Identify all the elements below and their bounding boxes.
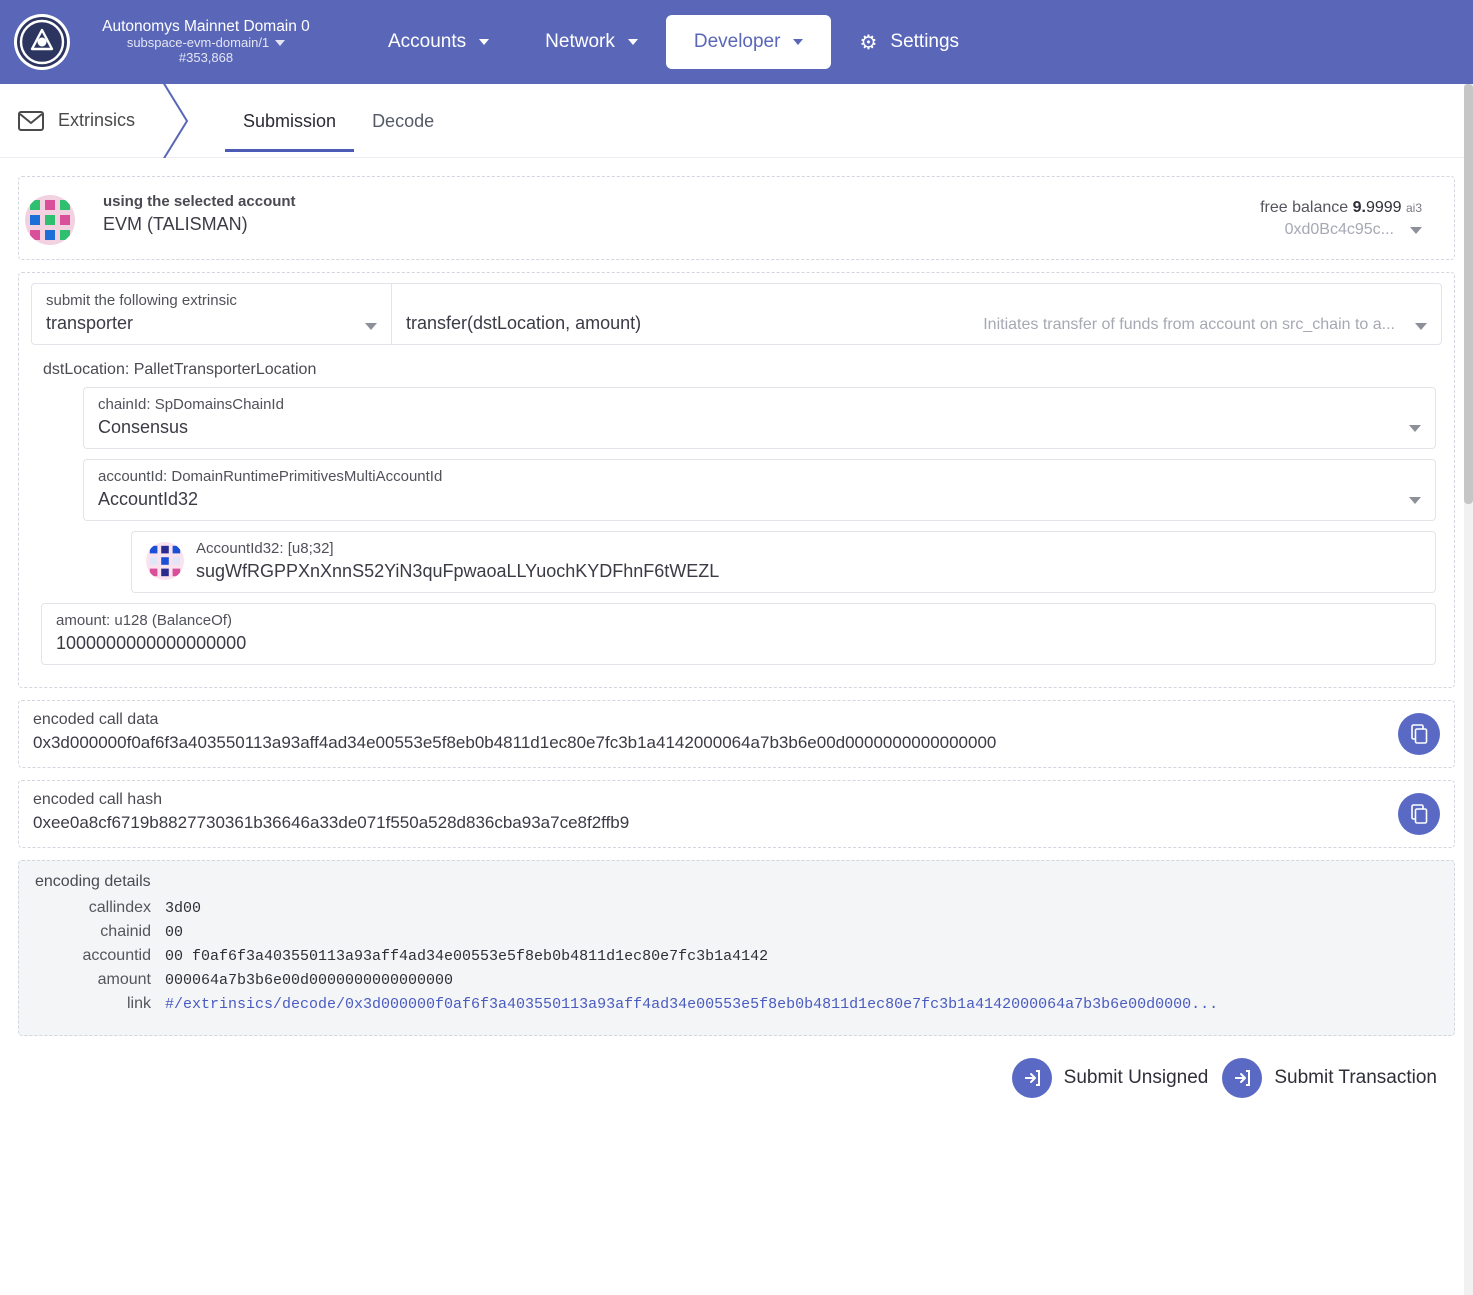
free-balance-label: free balance [1260, 199, 1349, 216]
submit-unsigned-button[interactable] [1012, 1058, 1209, 1098]
account-id32-field[interactable] [131, 531, 1436, 593]
selected-account-card [18, 176, 1455, 260]
section-extrinsics [0, 84, 161, 157]
top-navigation-bar [0, 0, 1473, 84]
chain-id-label: chainId: SpDomainsChainId [98, 396, 284, 413]
chain-info[interactable] [86, 18, 326, 66]
detail-link-value[interactable]: #/extrinsics/decode/0x3d000000f0af6f3a403550113a93aff4ad34e00553e5f8eb0b4811d1ec80e7fc3b1a4142000064a7b3b6e00d0000... [165, 996, 1219, 1013]
action-footer [18, 1052, 1455, 1116]
detail-row-callindex [35, 899, 1438, 917]
tab-decode[interactable] [354, 89, 452, 152]
free-balance-frac: 9999 [1365, 199, 1402, 216]
encoded-call-data-value: 0x3d000000f0af6f3a403550113a93aff4ad34e00553e5f8eb0b4811d1ec80e7fc3b1a4142000064a7b3b6e00d0000000000000000 [33, 733, 997, 752]
dst-location-label: dstLocation: PalletTransporterLocation [43, 361, 317, 378]
tab-submission[interactable] [225, 89, 354, 152]
account-id-select[interactable] [83, 459, 1436, 521]
chevron-down-icon[interactable] [628, 39, 638, 45]
submit-transaction-label: Submit Transaction [1274, 1067, 1437, 1088]
account-id-value: AccountId32 [98, 489, 199, 509]
sign-in-icon [1012, 1058, 1052, 1098]
account-value: EVM (TALISMAN) [103, 214, 248, 234]
detail-key: accountid [82, 947, 151, 964]
chevron-down-icon[interactable] [1409, 425, 1421, 432]
chain-subtitle-text: subspace-evm-domain/1 [126, 34, 270, 50]
nav-item-developer[interactable] [666, 15, 832, 69]
balance-block [1260, 199, 1422, 239]
pallet-select[interactable] [31, 283, 391, 345]
encoding-details-card [18, 860, 1455, 1036]
amount-field[interactable] [41, 603, 1436, 665]
chevron-down-icon[interactable] [793, 39, 803, 45]
extrinsic-card [18, 272, 1455, 688]
submit-unsigned-label: Submit Unsigned [1063, 1067, 1209, 1088]
detail-key: chainid [100, 923, 151, 940]
account-selector[interactable] [89, 189, 1440, 245]
encoded-call-hash-card [18, 780, 1455, 848]
vertical-scrollbar[interactable] [1464, 84, 1473, 1295]
encoded-call-hash-value: 0xee0a8cf6719b8827730361b36646a33de071f550a528d836cba93a7ce8f2ffb9 [33, 813, 630, 832]
avatar [146, 542, 184, 580]
copy-call-hash-button[interactable] [1398, 793, 1440, 835]
account-address-line[interactable] [1260, 221, 1422, 239]
detail-value: 00 [165, 924, 184, 941]
chevron-down-icon[interactable] [1415, 323, 1427, 330]
tab-decode-label: Decode [372, 111, 435, 131]
nav-item-developer-label: Developer [693, 31, 781, 52]
main-content [0, 158, 1473, 1116]
detail-row-chainid [35, 923, 1438, 941]
extrinsic-label: submit the following extrinsic [46, 292, 237, 309]
nav-item-accounts[interactable] [360, 15, 517, 69]
detail-value: 3d00 [165, 900, 202, 917]
method-select[interactable] [391, 283, 1442, 345]
nav-item-settings[interactable] [831, 14, 987, 71]
detail-row-accountid [35, 947, 1438, 965]
account-id-label: accountId: DomainRuntimePrimitivesMultiAccountId [98, 468, 443, 485]
account-label: using the selected account [103, 193, 296, 210]
params-area [31, 345, 1442, 665]
section-tabbar [0, 84, 1473, 158]
method-description: Initiates transfer of funds from account on src_chain to a... [983, 316, 1395, 333]
chain-block-number: #353,868 [178, 49, 234, 65]
encoded-call-data-card [18, 700, 1455, 768]
chain-id-value: Consensus [98, 417, 189, 437]
chevron-down-icon[interactable] [275, 40, 285, 46]
nav-item-settings-label: Settings [890, 31, 960, 52]
copy-call-data-button[interactable] [1398, 713, 1440, 755]
account-address: 0xd0Bc4c95c... [1284, 221, 1394, 238]
detail-value: 00 f0af6f3a403550113a93aff4ad34e00553e5f8eb0b4811d1ec80e7fc3b1a4142 [165, 948, 769, 965]
detail-row-link[interactable] [35, 995, 1438, 1013]
section-extrinsics-label: Extrinsics [58, 110, 136, 130]
chain-subtitle [86, 36, 326, 51]
chevron-down-icon[interactable] [365, 323, 377, 330]
avatar [25, 195, 75, 245]
main-nav [360, 14, 987, 71]
chain-name: Autonomys Mainnet Domain 0 [102, 18, 310, 36]
encoded-call-hash-label: encoded call hash [33, 791, 162, 808]
method-value: transfer(dstLocation, amount) [406, 313, 642, 333]
chevron-down-icon[interactable] [479, 39, 489, 45]
free-balance-line [1260, 199, 1422, 217]
encoded-call-data-label: encoded call data [33, 711, 159, 728]
envelope-icon [18, 111, 44, 131]
detail-key: amount [97, 971, 151, 988]
detail-key: callindex [88, 899, 151, 916]
pallet-value: transporter [46, 313, 134, 333]
amount-value: 1000000000000000000 [56, 633, 247, 653]
gear-icon: ⚙ [859, 31, 878, 54]
extrinsic-selector-row [31, 283, 1442, 345]
scrollbar-thumb[interactable] [1464, 84, 1473, 504]
nav-item-network[interactable] [517, 15, 666, 69]
sign-in-icon [1222, 1058, 1262, 1098]
detail-key: link [126, 995, 151, 1012]
chevron-down-icon[interactable] [1409, 497, 1421, 504]
account-identicon-wrap [19, 189, 89, 245]
free-balance-int: 9. [1352, 199, 1366, 216]
free-balance-unit: ai3 [1405, 201, 1422, 215]
free-balance-amount [1353, 199, 1406, 216]
tab-list [225, 84, 452, 157]
nav-item-network-label: Network [545, 31, 615, 52]
account-id32-label: AccountId32: [u8;32] [196, 540, 334, 557]
autonomys-logo-icon [14, 14, 70, 70]
detail-value: 000064a7b3b6e00d0000000000000000 [165, 972, 454, 989]
submit-transaction-button[interactable] [1222, 1058, 1437, 1098]
account-id32-value: sugWfRGPPXnXnnS52YiN3quFpwaoaLLYuochKYDFhnF6tWEZL [196, 561, 720, 581]
detail-row-amount [35, 971, 1438, 989]
encoding-details-title: encoding details [35, 873, 151, 890]
tab-submission-label: Submission [243, 111, 337, 131]
breadcrumb-chevron-icon [161, 84, 195, 157]
amount-label: amount: u128 (BalanceOf) [56, 612, 232, 629]
nav-item-accounts-label: Accounts [388, 31, 467, 52]
chevron-down-icon[interactable] [1410, 227, 1422, 234]
chain-id-select[interactable] [83, 387, 1436, 449]
